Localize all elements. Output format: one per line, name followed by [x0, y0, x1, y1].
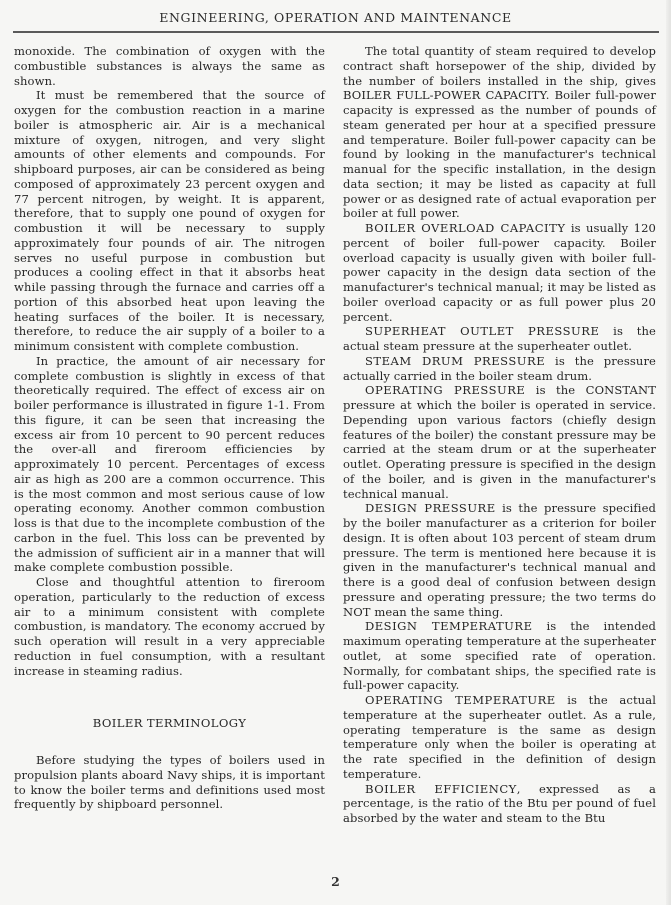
paragraph-operating-temperature [343, 693, 656, 782]
paragraph: monoxide. The combination of oxygen with the combustible substances is always the same as shown. [14, 44, 325, 88]
term: DESIGN TEMPERATURE [365, 619, 533, 634]
paragraph: In practice, the amount of air necessary for complete combustion is slightly in excess of that theoretically required. The effect of excess air on boiler performance is illustrated in figure 1-1. From this figure, it can be seen that increasing the excess air from 10 percent to 90 percent reduces the over-all and fireroom efficiencies by approximately 10 percent. Percentages of excess air as high as 200 are a common occurrence. This is the most common and most serious cause of low operating economy. Another common combustion loss is that due to the incomplete combustion of the carbon in the fuel. This loss can be prevented by the admission of sufficient air in a manner that will make complete combustion possible. [14, 353, 325, 575]
running-header: ENGINEERING, OPERATION AND MAINTENANCE [159, 10, 512, 25]
definition: is the pressure actually carried in the boiler steam drum. [343, 353, 656, 383]
paragraph-design-pressure [343, 501, 656, 619]
section-heading: BOILER TERMINOLOGY [92, 716, 247, 731]
paragraph: Before studying the types of boilers used in propulsion plants aboard Navy ships, it is important to know the boiler terms and definitions used most frequently by shipboard personnel. [14, 753, 325, 812]
definition: is the CONSTANT pressure at which the boiler is operated in service. Depending upon various factors (chiefly design features of the boiler) the constant pressure may be carried at the steam drum or at the superheater outlet. Operating pressure is specified in the design of the boiler, and is given in the manufacturer's technical manual. [343, 383, 656, 501]
definition: is the intended maximum operating temperature at the superheater outlet, at some specified rate of operation. Normally, for combatant ships, the specified rate is full-power capacity. [343, 619, 656, 693]
left-column [14, 44, 325, 812]
definition: is the actual steam pressure at the superheater outlet. [343, 324, 656, 353]
paragraph-design-temperature [343, 619, 656, 693]
definition: is the pressure specified by the boiler manufacturer as a criterion for boiler design. It is often about 103 percent of steam drum pressure. The term is mentioned here because it is given in the manufacturer's technical manual and there is a good deal of confusion between design pressure and operating pressure; the two terms do NOT mean the same thing. [343, 501, 656, 619]
paragraph: It must be remembered that the source of oxygen for the combustion reaction in a marine boiler is atmospheric air. Air is a mechanical mixture of oxygen, nitrogen, and very slight amounts of other elements and compounds. For shipboard purposes, air can be considered as being composed of approximately 23 percent oxygen and 77 percent nitrogen, by weight. It is apparent, therefore, that to supply one pound of oxygen for combustion it will be necessary to supply approximately four pounds of air. The nitrogen serves no useful purpose in combustion but produces a cooling effect in that it absorbs heat while passing through the furnace and carries off a portion of this absorbed heat upon leaving the heating surfaces of the boiler. It is necessary, therefore, to reduce the air supply of a boiler to a minimum consistent with complete combustion. [14, 88, 325, 353]
term: BOILER OVERLOAD CAPACITY [365, 221, 566, 235]
paragraph-boiler-full-power-capacity [343, 44, 656, 221]
header-rule [13, 31, 659, 33]
term: BOILER EFFICIENCY [365, 781, 517, 796]
paragraph-steam-drum-pressure [343, 354, 656, 384]
paragraph-boiler-overload-capacity [343, 221, 656, 324]
page-number: 2 [331, 874, 340, 889]
paragraph-superheat-outlet-pressure [343, 324, 656, 354]
definition: , expressed as a percentage, is the ratio of the Btu per pound of fuel absorbed by the water and steam to the Btu [343, 781, 656, 825]
term: OPERATING TEMPERATURE [365, 693, 556, 707]
definition: is usually 120 percent of boiler full-power capacity. Boiler overload capacity is usually given with boiler full-power capacity in the design data section of the manufacturer's technical manual; it may be listed as boiler overload capacity or as full power plus 20 percent. [343, 221, 656, 324]
paragraph-boiler-efficiency [343, 782, 656, 826]
paragraph-operating-pressure [343, 383, 656, 501]
definition: is the actual temperature at the superheater outlet. As a rule, operating temperature is the same as design temperature only when the boiler is operating at the rate specified in the definition of design temperature. [343, 693, 656, 781]
right-column [343, 44, 656, 826]
paragraph-text: The total quantity of steam required to develop contract shaft horsepower of the ship, divided by the number of boilers installed in the ship, gives BOILER FULL-POWER CAPACITY. Boiler full-power capacity is expressed as the number of pounds of steam generated per hour at a specified pressure and temperature. Boiler full-power capacity can be found by looking in the manufacturer's technical manual for the specific installation, in the design data section; it may be listed as capacity at full power or as designed rate of actual evaporation per boiler at full power. [343, 44, 656, 221]
page-edge-shadow [666, 0, 671, 905]
term: DESIGN PRESSURE [365, 501, 496, 516]
paragraph: Close and thoughtful attention to fireroom operation, particularly to the reduction of excess air to a minimum consistent with complete combustion, is mandatory. The economy accrued by such operation will result in a very appreciable reduction in fuel consumption, with a resultant increase in steaming radius. [14, 575, 325, 678]
term: STEAM DRUM PRESSURE [365, 353, 546, 368]
term: OPERATING PRESSURE [365, 383, 526, 398]
term: SUPERHEAT OUTLET PRESSURE [365, 324, 600, 339]
